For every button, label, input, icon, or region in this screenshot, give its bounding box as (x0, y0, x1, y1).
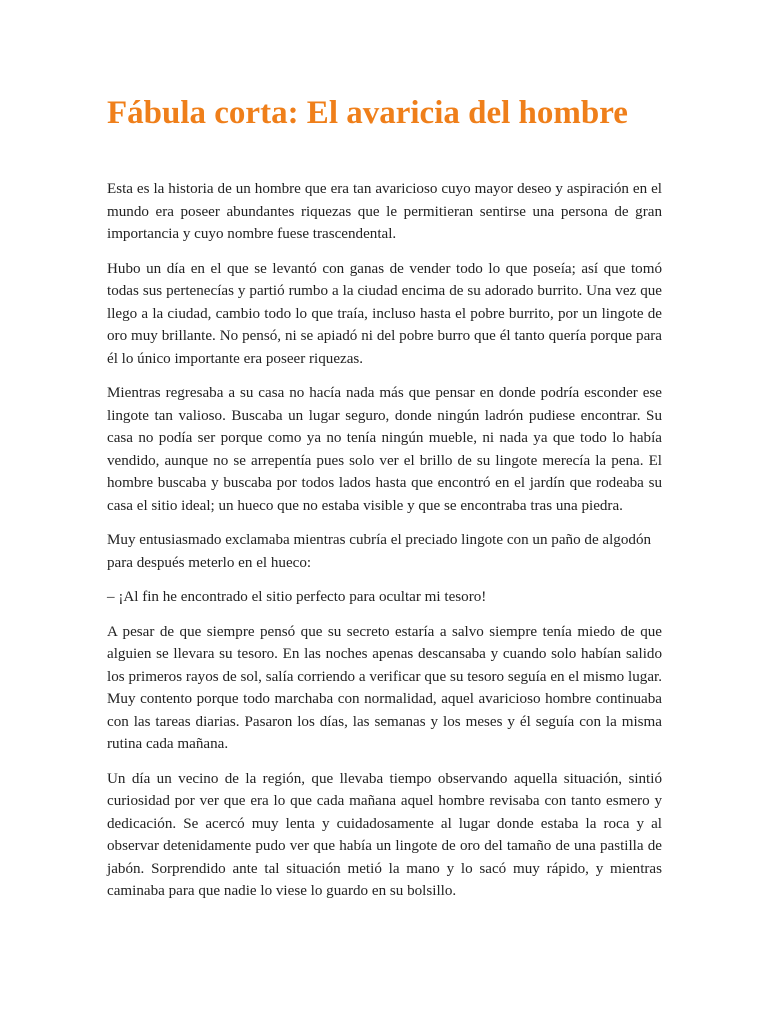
paragraph: Muy entusiasmado exclamaba mientras cubría el preciado lingote con un paño de algodón para después meterlo en el hueco: (107, 532, 652, 571)
paragraph: Un día un vecino de la región, que llevaba tiempo observando aquella situación, sintió curiosidad por ver que era lo que cada mañana aquel hombre revisaba con tanto esmero y dedicación. Se acercó muy lenta y cuidadosamente al lugar donde estaba la roca y al observar detenidamente pudo ver que había un lingote de oro del tamaño de una pastilla de jabón. Sorprendido ante tal situación metió la mano y lo sacó muy rápido, y mientras caminaba para que nadie lo viese lo guardo en su bolsillo. (107, 770, 662, 899)
document-title: Fábula corta: El avaricia del hombre (107, 95, 628, 131)
paragraph: Esta es la historia de un hombre que era tan avaricioso cuyo mayor deseo y aspiración en el mundo era poseer abundantes riquezas que le permitieran sentirse una persona de gran importancia y cuyo nombre fuese trascendental. (107, 181, 662, 242)
paragraph: Hubo un día en el que se levantó con ganas de vender todo lo que poseía; así que tomó todas sus pertenecías y partió rumbo a la ciudad encima de su adorado burrito. Una vez que llego a la ciudad, cambio todo lo que traía, incluso hasta el pobre burrito, por un lingote de oro muy brillante. No pensó, ni se apiadó ni del pobre burro que él tanto quería porque para él lo único importante era poseer riquezas. (107, 260, 662, 367)
paragraph: Mientras regresaba a su casa no hacía nada más que pensar en donde podría esconder ese lingote tan valioso. Buscaba un lugar seguro, donde ningún ladrón pudiese encontrar. Su casa no podía ser porque como ya no tenía ningún mueble, ni nada ya que todo lo había vendido, aunque no se arrepentía pues solo ver el brillo de su lingote merecía la pena. El hombre buscaba y buscaba por todos lados hasta que encontró en el jardín que rodeaba su casa el sitio ideal; un hueco que no estaba visible y que se encontraba tras una piedra. (107, 385, 662, 514)
dialogue-line: – ¡Al fin he encontrado el sitio perfecto para ocultar mi tesoro! (107, 589, 487, 605)
paragraph: A pesar de que siempre pensó que su secreto estaría a salvo siempre tenía miedo de que alguien se llevara su tesoro. En las noches apenas descansaba y cuando solo habían salido los primeros rayos de sol, salía corriendo a verificar que su tesoro seguía en el mismo lugar. Muy contento porque todo marchaba con normalidad, aquel avaricioso hombre continuaba con las tareas diarias. Pasaron los días, las semanas y los meses y él seguía con la misma rutina cada mañana. (107, 623, 662, 752)
document-body (107, 178, 662, 915)
